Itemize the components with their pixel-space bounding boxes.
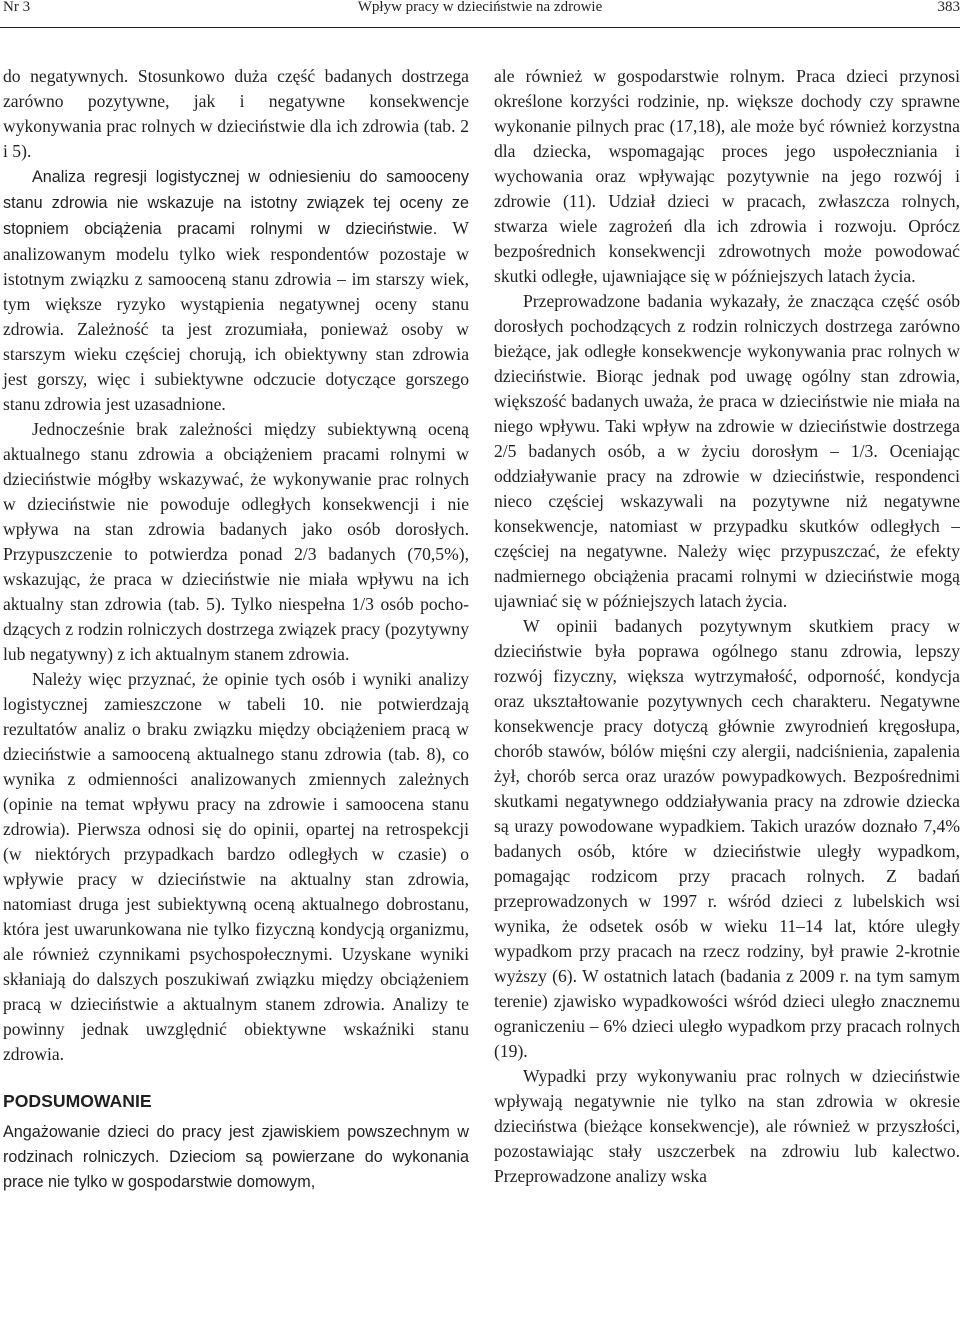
paragraph: Angażowanie dzieci do pracy jest zjawiskiem powszechnym w rodzinach rolniczych. Dzieciom są powierzane do wykonania prace nie tylko w gospodarstwie domowym,	[3, 1123, 469, 1191]
left-column	[3, 64, 469, 1195]
paragraph: Jednocześnie brak zależności między subiektywną oceną aktualnego stanu zdrowia a obciążeniem pracami rolnymi w dzieciństwie mógłby wskazywać, że wykonywanie prac rolnych w dzieciństwie nie powoduje odległych konsekwencji i nie wpływa na stan zdrowia badanych jako osób dorosłych. Przypuszczenie to potwierdza ponad 2/3 badanych (70,5%), wskazując, że praca w dzieciństwie nie miała wpływu na ich aktualny stan zdrowia (tab. 5). Tylko niespełna 1/3 osób pochodzących z rodzin rolniczych dostrzega związek pracy (pozytywny lub negatywny) z ich aktualnym stanem zdrowia.	[3, 419, 469, 664]
paragraph-text: W analizowanym modelu tylko wiek respondentów pozostaje w istotnym związku z samooceną stanu zdrowia – im starszy wiek, tym większe ryzyko wystąpienia negatywnej oceny stanu zdrowia. Zależność ta jest zrozumiała, ponieważ osoby w starszym wieku częściej chorują, ich obiektywny stan zdrowia jest gorszy, więc i subiektywne odczucie dotyczące gorszego stanu zdrowia jest uzasadnione.	[3, 218, 469, 414]
paragraph	[3, 164, 469, 417]
running-header	[0, 0, 960, 28]
paragraph: Wypadki przy wykonywaniu prac rolnych w dzieciństwie wpływają negatywnie nie tylko na stan zdrowia w okresie dzieciństwa (bieżące konsekwencje), ale również w przyszłości, pozostawiając stały uszczerbek na zdrowiu lub kalectwo. Przeprowadzone analizy wska	[494, 1066, 960, 1186]
paragraph: W opinii badanych pozytywnym skutkiem pracy w dzieciństwie była poprawa ogólnego stanu zdrowia, lepszy rozwój fizyczny, większa wytrzymałość, odporność, kondycja oraz ukształtowanie pozytywnych cech charakteru. Negatywne konsekwencje pracy dotyczą głównie zwyrodnień kręgosłupa, chorób stawów, bólów mięśni czy alergii, nadciśnienia, zapalenia żył, chorób serca oraz urazów powypadkowych. Bezpośrednimi skutkami negatywnego oddziaływania pracy na zdrowie dziecka są urazy powodowane wypadkiem. Takich urazów doznało 7,4% badanych osób, które w dzieciństwie uległy wypadkom, pomagając rodzicom przy pracach rolnych. Z badań przeprowadzonych w 1997 r. wśród dzieci z lubelskich wsi wynika, że odsetek osób w wieku 11–14 lat, które uległy wypadkom przy pracach na rzecz rodziny, był prawie 2-krotnie wyższy (6). W ostatnich latach (badania z 2009 r. na tym samym terenie) zjawisko wypadkowości wśród dzieci uległo znacznemu ograniczeniu – 6% dzieci uległo wypadkom przy pracach rolnych (19).	[494, 616, 960, 1061]
page-number: 383	[937, 0, 960, 15]
paragraph: Należy więc przyznać, że opinie tych osób i wyniki analizy logistycznej zamieszczone w tabeli 10. nie potwierdzają rezultatów analiz o braku związku między obciążeniem pracą w dzieciństwie a samooceną aktualnego stanu zdrowia (tab. 8), co wynika z odmienności analizowanych zmiennych zależnych (opinie na temat wpływu pracy na zdrowie i samoocena stanu zdrowia). Pierwsza odnosi się do opinii, opartej na retrospekcji (w niektórych przypadkach bardzo odległych w czasie) o wpływie pracy w dzieciństwie na aktualny stan zdrowia, natomiast druga jest subiektywną oceną aktualnego dobrostanu, która jest uwarunkowana nie tylko fizyczną kondycją organizmu, ale również czynnikami psychospołecznymi. Uzyskane wyniki skłaniają do dalszych poszukiwań związku między obciążeniem pracą w dzieciństwie a aktualnym stanem zdrowia. Analizy te powinny jednak uwzględnić obiektywne wskaźniki stanu zdrowia.	[3, 669, 469, 1064]
regression-sentence: Analiza regresji logistycznej w odniesieniu do samooceny stanu zdrowia nie wskazuje na istotny związek tej oceny ze stopniem obciążenia pracami rolnymi w dzieciństwie.	[3, 168, 469, 238]
paragraph: do negatywnych. Stosunkowo duża część badanych dostrzega zarówno pozytywne, jak i negatywne konsekwencje wykonywania prac rolnych w dzieciństwie dla ich zdrowia (tab. 2 i 5).	[3, 66, 469, 161]
paragraph: Przeprowadzone badania wykazały, że znacząca część osób dorosłych pochodzących z rodzin rolniczych dostrzega zarówno bieżące, jak odległe konsekwencje wykonywania prac rolnych w dzieciństwie. Biorąc jednak pod uwagę ogólny stan zdrowia, większość badanych uważa, że praca w dzieciństwie nie miała na niego wpływu. Taki wpływ na zdrowie w dzieciństwie dostrzega 2/5 badanych osób, a w życiu dorosłym – 1/3. Oceniając oddziaływanie pracy na zdrowie w dzieciństwie, respondenci nieco częściej wskazywali na pozytywne niż negatywne konsekwencje, natomiast w przypadku skutków odległych – częściej na negatywne. Należy więc przypuszczać, że efekty nadmiernego obciążenia pracami rolnymi w dzieciństwie mogą ujawniać się w późniejszych latach życia.	[494, 291, 960, 611]
paragraph: ale również w gospodarstwie rolnym. Praca dzieci przynosi określone korzyści rodzinie, np. większe dochody czy sprawne wykonanie pilnych prac (17,18), ale może być również korzystna dla dziecka, wspomagając proces jego uspołeczniania i wychowania oraz wpływając pozytywnie na jego rozwój i zdrowie (11). Udział dzieci w pracach, zwłaszcza rolnych, stwarza wiele zagrożeń dla ich zdrowia i rozwoju. Oprócz bezpośrednich konsekwencji zdrowotnych może powodować skutki odległe, ujawniające się w późniejszych latach życia.	[494, 66, 960, 286]
running-title: Wpływ pracy w dzieciństwie na zdrowie	[357, 0, 603, 15]
section-heading: PODSUMOWANIE	[3, 1091, 152, 1111]
right-column	[494, 64, 960, 1189]
journal-issue: Nr 3	[3, 0, 31, 15]
